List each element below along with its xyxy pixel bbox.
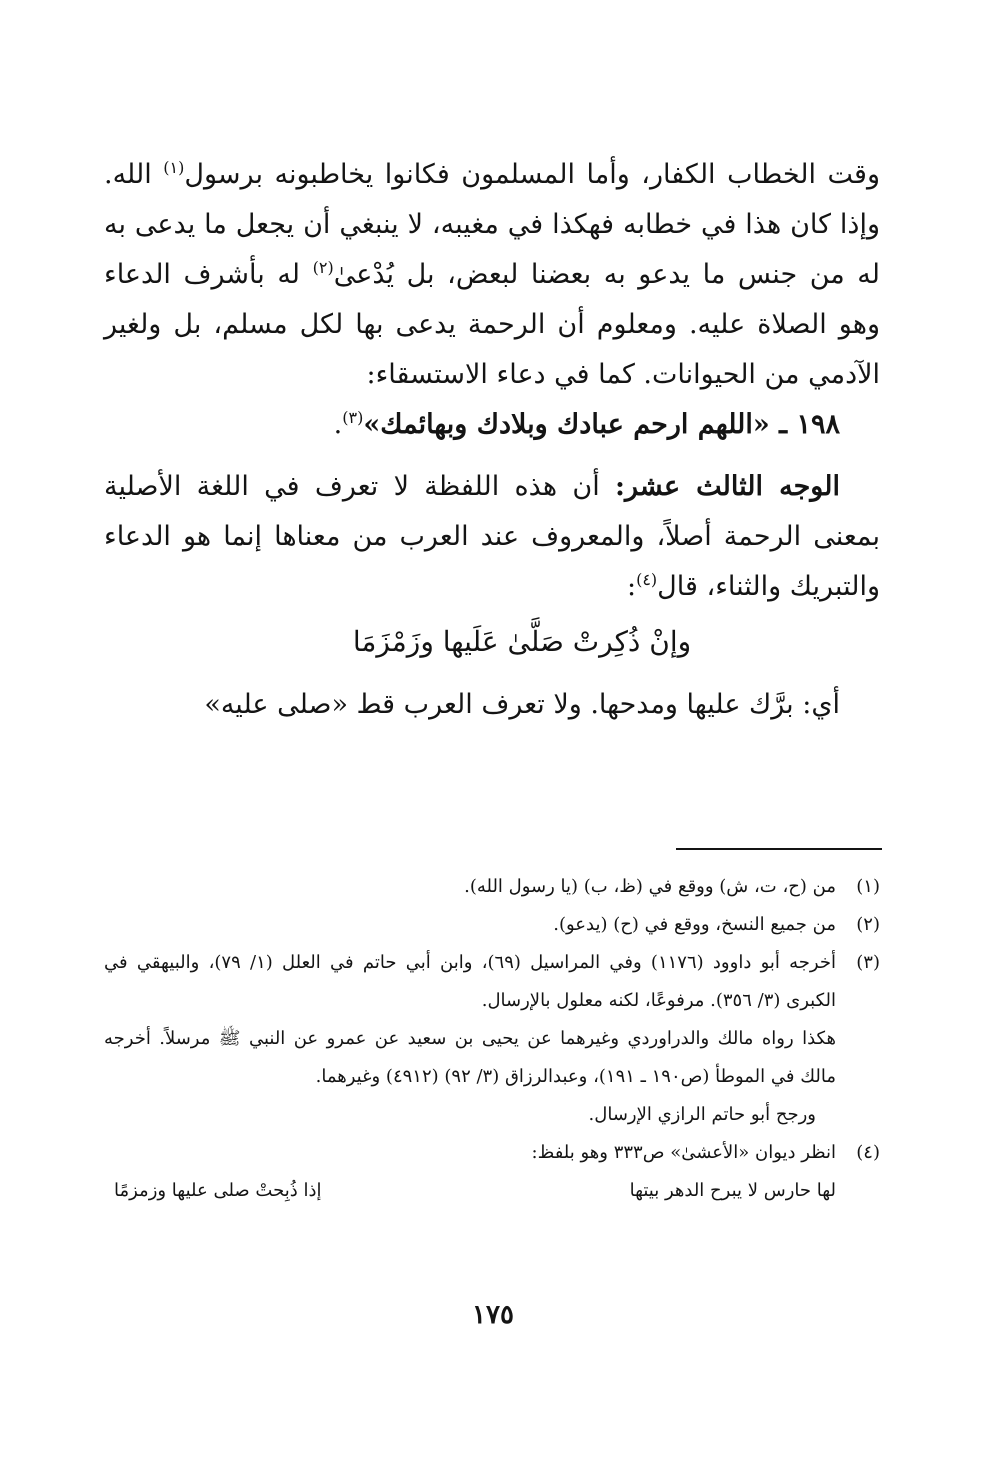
footnote <box>104 868 880 906</box>
footnote-continuation <box>104 1096 880 1134</box>
paragraph-text: له بأشرف الدعاء وهو الصلاة عليه. ومعلوم أن الرحمة يدعى بها لكل مسلم، بل ولغير الآدمي من الحيوانات. كما في دعاء الاستسقاء: <box>104 259 880 390</box>
footnote-ref-4: (٤) <box>636 570 658 589</box>
paragraph-continuation <box>104 150 880 400</box>
footnote-ref-3: (٣) <box>342 408 364 427</box>
section-paragraph <box>104 462 880 612</box>
footnote-number: (٤) <box>856 1142 880 1163</box>
poem-hemistich-left: إذا ذُبِحتْ صلى عليها وزمزمًا <box>114 1180 322 1201</box>
footnote-separator <box>676 848 882 850</box>
after-verse-text: أي: برَّك عليها ومدحها. ولا تعرف العرب قط «صلى عليه» <box>204 689 840 720</box>
paragraph-text: الله. وإذا كان هذا في خطابه فهكذا في مغيبه، لا ينبغي أن يجعل ما يدعى به له من جنس ما يدعو به بعضنا لبعض، بل يُدْعىٰ <box>104 159 880 290</box>
poem-verse: وإنْ ذُكِرتْ صَلَّىٰ عَلَيها وزَمْزَمَا <box>352 625 692 658</box>
footnote-text: أخرجه أبو داوود (١١٧٦) وفي المراسيل (٦٩)، وابن أبي حاتم في العلل (١/ ٧٩)، والبيهقي في الكبرى (٣/ ٣٥٦). مرفوعًا، لكنه معلول بالإرسال. <box>104 952 836 1011</box>
footnote-text: ورجح أبو حاتم الرازي الإرسال. <box>588 1104 816 1125</box>
footnote <box>104 944 880 1020</box>
paragraph-text: وقت الخطاب الكفار، وأما المسلمون فكانوا يخاطبونه برسول <box>184 159 881 190</box>
footnote-number: (٢) <box>856 914 880 935</box>
section-text: أن هذه اللفظة لا تعرف في اللغة الأصلية بمعنى الرحمة أصلاً، والمعروف عند العرب من معناها إنما هو الدعاء والتبريك والثناء، قال <box>104 471 880 602</box>
footnotes <box>104 868 880 1210</box>
hadith-line <box>104 400 880 450</box>
footnote-text: انظر ديوان «الأعشىٰ» ص٣٣٣ وهو بلفظ: <box>531 1142 836 1163</box>
section-heading: الوجه الثالث عشر: <box>615 471 840 502</box>
footnote <box>104 1134 880 1172</box>
footnote-text: من (ح، ت، ش) ووقع في (ظ، ب) (يا رسول الله). <box>464 876 836 897</box>
footnote-text: هكذا رواه مالك والدراوردي وغيرهما عن يحيى بن سعيد عن عمرو عن النبي ﷺ مرسلاً. أخرجه مالك في الموطأ (ص١٩٠ ـ ١٩١)، وعبدالرزاق (٣/ ٩٢) (٤٩١٢) وغيرهما. <box>104 1028 836 1087</box>
footnote <box>104 906 880 944</box>
poem-hemistich-right: لها حارس لا يبرح الدهر بيتها <box>629 1180 836 1201</box>
page-body <box>104 150 880 730</box>
main-text <box>104 150 880 730</box>
hadith-end: . <box>333 409 343 440</box>
footnote-number: (٣) <box>856 952 880 973</box>
footnote-ref-1: (١) <box>163 158 185 177</box>
footnote-continuation <box>104 1020 880 1096</box>
section-end: : <box>626 571 637 602</box>
footnote-text: من جميع النسخ، ووقع في (ح) (يدعو). <box>553 914 836 935</box>
footnote-poem <box>104 1172 880 1210</box>
footnote-ref-2: (٢) <box>312 258 334 277</box>
page-number: ١٧٥ <box>472 1300 514 1330</box>
hadith-text: ١٩٨ ـ «اللهم ارحم عبادك وبلادك وبهائمك» <box>363 409 840 440</box>
footnote-number: (١) <box>856 876 880 897</box>
